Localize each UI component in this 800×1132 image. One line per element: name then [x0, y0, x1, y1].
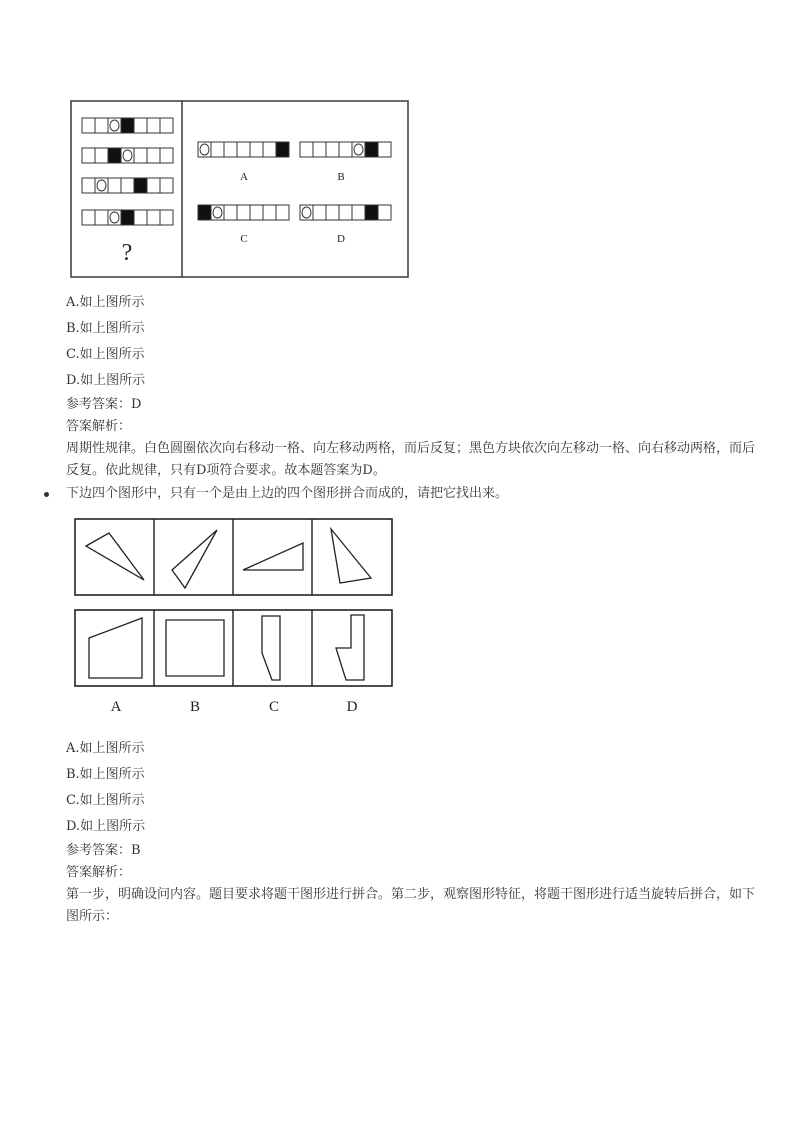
question2-figure: [74, 518, 396, 718]
q1-answer: 参考答案：D: [66, 397, 142, 412]
q2-analysis-text: 第一步，明确设问内容。题目要求将题干图形进行拼合。第二步，观察图形特征，将题干图形进行适当旋转后拼合，如下图所示：: [66, 887, 756, 924]
q1-analysis-text: 周期性规律。白色圆圈依次向右移动一格、向左移动两格，而后反复；黑色方块依次向左移动一格、向右移动两格，而后反复。依此规律，只有D项符合要求。故本题答案为D。: [66, 441, 756, 478]
sequence-strip-2: [82, 148, 173, 163]
q2-answer: 参考答案：B: [66, 843, 141, 858]
bullet: [44, 492, 49, 497]
option-label-b: B: [337, 171, 345, 183]
shape-label-a: A: [110, 699, 122, 715]
shape-label-c: C: [268, 699, 280, 715]
shape-label-b: B: [189, 699, 201, 715]
option-label-a: A: [240, 171, 248, 183]
q1-option-b[interactable]: B.如上图所示: [66, 321, 145, 336]
q1-analysis-label: 答案解析：: [66, 419, 132, 434]
q1-option-c[interactable]: C.如上图所示: [66, 347, 145, 362]
answer-strip-a: [198, 142, 289, 157]
answer-strip-b: [300, 142, 391, 157]
question1-figure: [70, 100, 410, 280]
option-label-d: D: [337, 233, 345, 245]
shape-label-d: D: [346, 699, 358, 715]
q2-option-d[interactable]: D.如上图所示: [66, 819, 146, 834]
q2-analysis-label: 答案解析：: [66, 865, 132, 880]
q2-option-c[interactable]: C.如上图所示: [66, 793, 145, 808]
q2-option-a[interactable]: A.如上图所示: [66, 741, 145, 756]
q2-option-b[interactable]: B.如上图所示: [66, 767, 145, 782]
answer-strip-c: [198, 205, 289, 220]
sequence-strip-1: [82, 118, 173, 133]
q2-prompt: 下边四个图形中，只有一个是由上边的四个图形拼合而成的，请把它找出来。: [66, 486, 509, 501]
sequence-strip-4: [82, 210, 173, 225]
question-mark: ?: [121, 240, 133, 266]
q1-option-a[interactable]: A.如上图所示: [66, 295, 145, 310]
option-label-c: C: [240, 233, 248, 245]
sequence-strip-3: [82, 178, 173, 193]
q1-option-d[interactable]: D.如上图所示: [66, 373, 146, 388]
answer-strip-d: [300, 205, 391, 220]
